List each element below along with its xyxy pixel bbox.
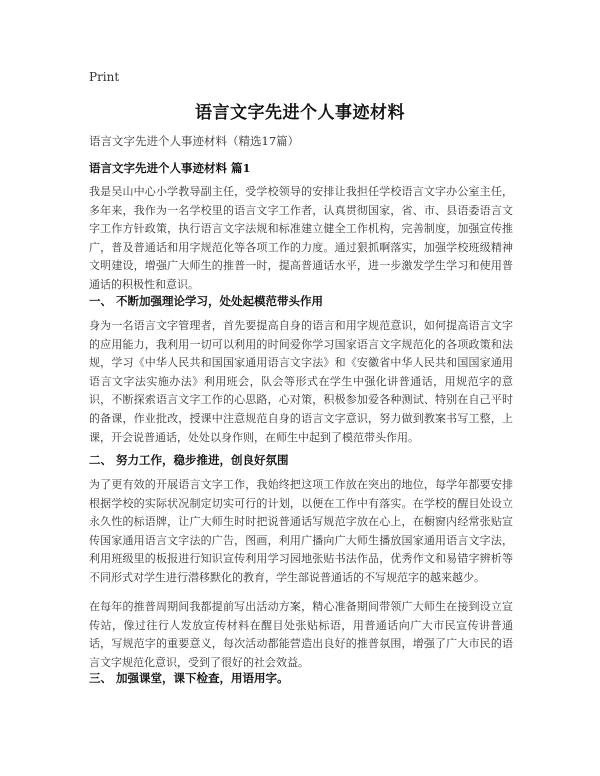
intro-paragraph: 我是吴山中心小学教导副主任，受学校领导的安排让我担任学校语言文字办公室主任，多年来，我作为一名学校里的语言文字工作者，认真贯彻国家，省、市、县语委语言文字工作方针政策，执行语言文字法规和标准建立健全工作机构，完善制度，加强宣传推广，普及普通话和用字规范化等各项工作的力度。通过狠抓啊落实，加强学校班级精神文明建设，增强广大师生的推普一时，提高普通话水平，进一步激发学生学习和使用普通话的积极性和意识。 [89, 185, 513, 291]
section-2-paragraph-2: 在每年的推普周期间我都提前写出活动方案，精心准备期间带领广大师生在接到设立宣传站，像过往行人发放宣传材料在醒目处张贴标语，用普通话向广大市民宣传讲普通话，写规范字的重要意义，每次活动都能营造出良好的推普氛围，增强了广大市民的语言文字规范化意识，受到了很好的社会效益。 [89, 600, 513, 669]
section-1-paragraph: 身为一名语言文字管理者，首先要提高自身的语言和用字规范意识，如何提高语言文字的应用能力，我利用一切可以利用的时间爱你学习国家语言文字规范化的各项政策和法规，学习《中华人民共和国国家通用语言文字法》和《安徽省中华人民共和国国家通用语言文字法实施办法》利用班会，队会等形式在学生中强化讲普通话，用规范字的意识，不断探索语言文字工作的心思路，心对策，积极参加爱各种测试、特别在自己平时的备课，作业批改，授课中注意规范自身的语言文字意识，努力做到教案书写工整，上课，开会说普通话，处处以身作则，在师生中起到了模范带头作用。 [89, 319, 513, 444]
print-label[interactable]: Print [89, 70, 120, 84]
section-1-heading: 一、 不断加强理论学习，处处起模范带头作用 [89, 294, 324, 308]
article-heading: 语言文字先进个人事迹材料 篇1 [89, 161, 251, 175]
page-title: 语言文字先进个人事迹材料 [195, 103, 405, 123]
section-2-paragraph-1: 为了更有效的开展语言文字工作，我始终把这项工作放在突出的地位，每学年都要安排根据学校的实际状况制定切实可行的计划，以便在工作中有落实。在学校的醒目处设立永久性的标语牌，让广大师生时时把说普通话写规范字放在心上，在橱窗内经常张贴宣传国家通用语言文字法的广告，图画，利用广播向广大师生播放国家通用语言文字法，利用班级里的板报进行知识宣传利用学习园地张贴书法作品，优秀作文和易错字辨析等不同形式对学生进行潜移默化的教育，学生部说普通话的不写规范字的越来越少。 [89, 478, 513, 584]
section-2-heading: 二、 努力工作，稳步推进，创良好氛围 [89, 453, 289, 467]
document-subtitle: 语言文字先进个人事迹材料（精选17篇） [89, 134, 300, 148]
section-3-heading: 三、 加强课堂，课下检查，用语用字。 [89, 671, 289, 685]
